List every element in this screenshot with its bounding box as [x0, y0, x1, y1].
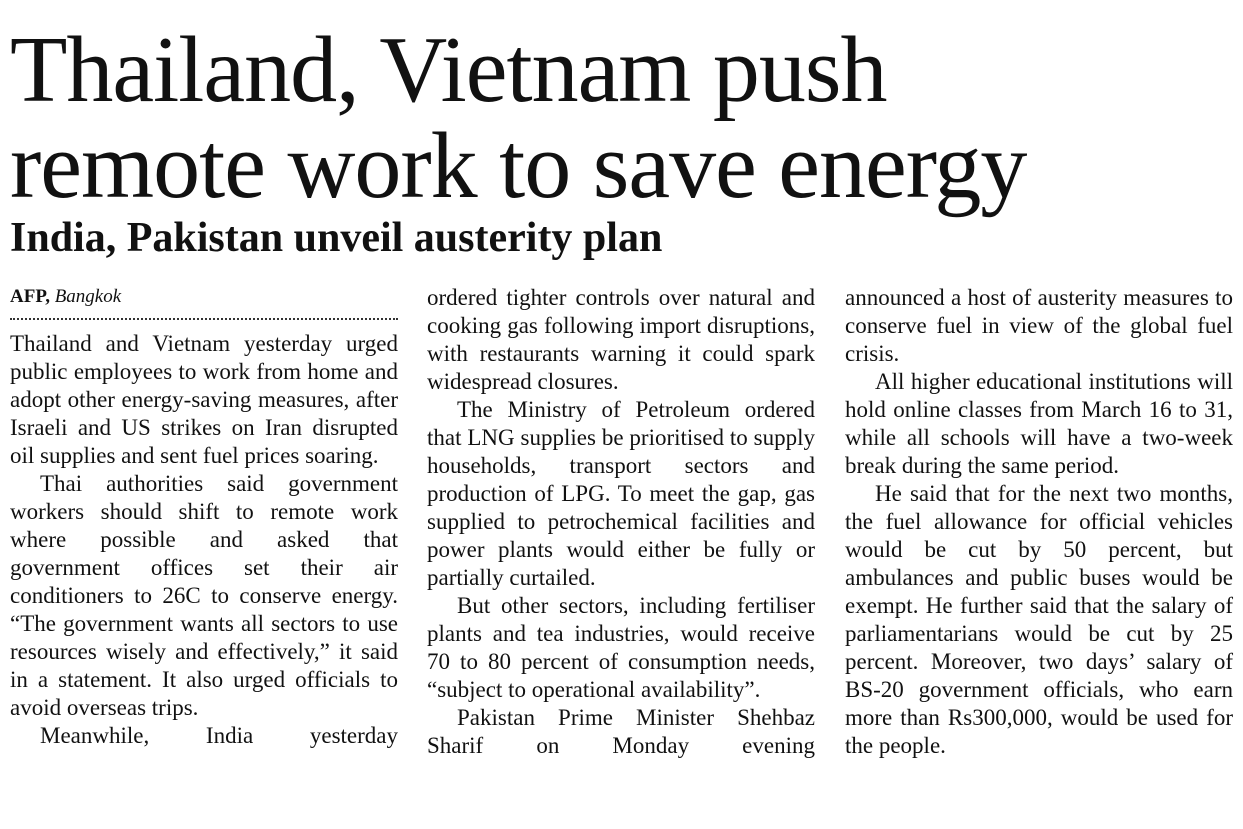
paragraph: Meanwhile, India yesterday [40, 723, 398, 748]
paragraph: The Ministry of Petroleum ordered that LNG supplies be prioritised to supply households, transport sectors and production of LPG. To meet the gap, gas supplied to petrochemical facilities and power plants would either be fully or partially curtailed. [427, 397, 815, 590]
paragraph: But other sectors, including fertiliser plants and tea industries, would receive 70 to 80 percent of consumption needs, “subject to operational availability”. [427, 593, 815, 702]
paragraph: Pakistan Prime Minister Shehbaz Sharif on Monday evening [427, 705, 815, 758]
byline-place: Bangkok [54, 286, 122, 307]
article-column-1 [10, 284, 398, 750]
subheadline: India, Pakistan unveil austerity plan [10, 215, 663, 261]
paragraph: ordered tighter controls over natural and cooking gas following import disruptions, with restaurants warning it could spark widespread closures. [427, 285, 815, 394]
byline [10, 284, 398, 320]
paragraph: Thai authorities said government workers should shift to remote work where possible and asked that government offices set their air conditioners to 26C to conserve energy. “The government wants all sectors to use resources wisely and effectively,” it said in a statement. It also urged officials to avoid overseas trips. [10, 471, 398, 720]
article-column-2 [427, 284, 815, 760]
headline [10, 18, 1027, 218]
paragraph: announced a host of austerity measures to conserve fuel in view of the global fuel crisis. [845, 285, 1233, 366]
byline-agency: AFP, [10, 286, 50, 307]
headline-line-2: remote work to save energy [10, 114, 1027, 218]
headline-line-1: Thailand, Vietnam push [10, 18, 887, 122]
paragraph: All higher educational institutions will hold online classes from March 16 to 31, while all schools will have a two-week break during the same period. [845, 369, 1233, 478]
article-column-3 [845, 284, 1233, 760]
paragraph: Thailand and Vietnam yesterday urged public employees to work from home and adopt other energy-saving measures, after Israeli and US strikes on Iran disrupted oil supplies and sent fuel prices soaring. [10, 331, 398, 468]
paragraph: He said that for the next two months, the fuel allowance for official vehicles would be cut by 50 percent, but ambulances and public buses would be exempt. He further said that the salary of parliamentarians would be cut by 25 percent. Moreover, two days’ salary of BS-20 government officials, who earn more than Rs300,000, would be used for the people. [845, 481, 1233, 758]
